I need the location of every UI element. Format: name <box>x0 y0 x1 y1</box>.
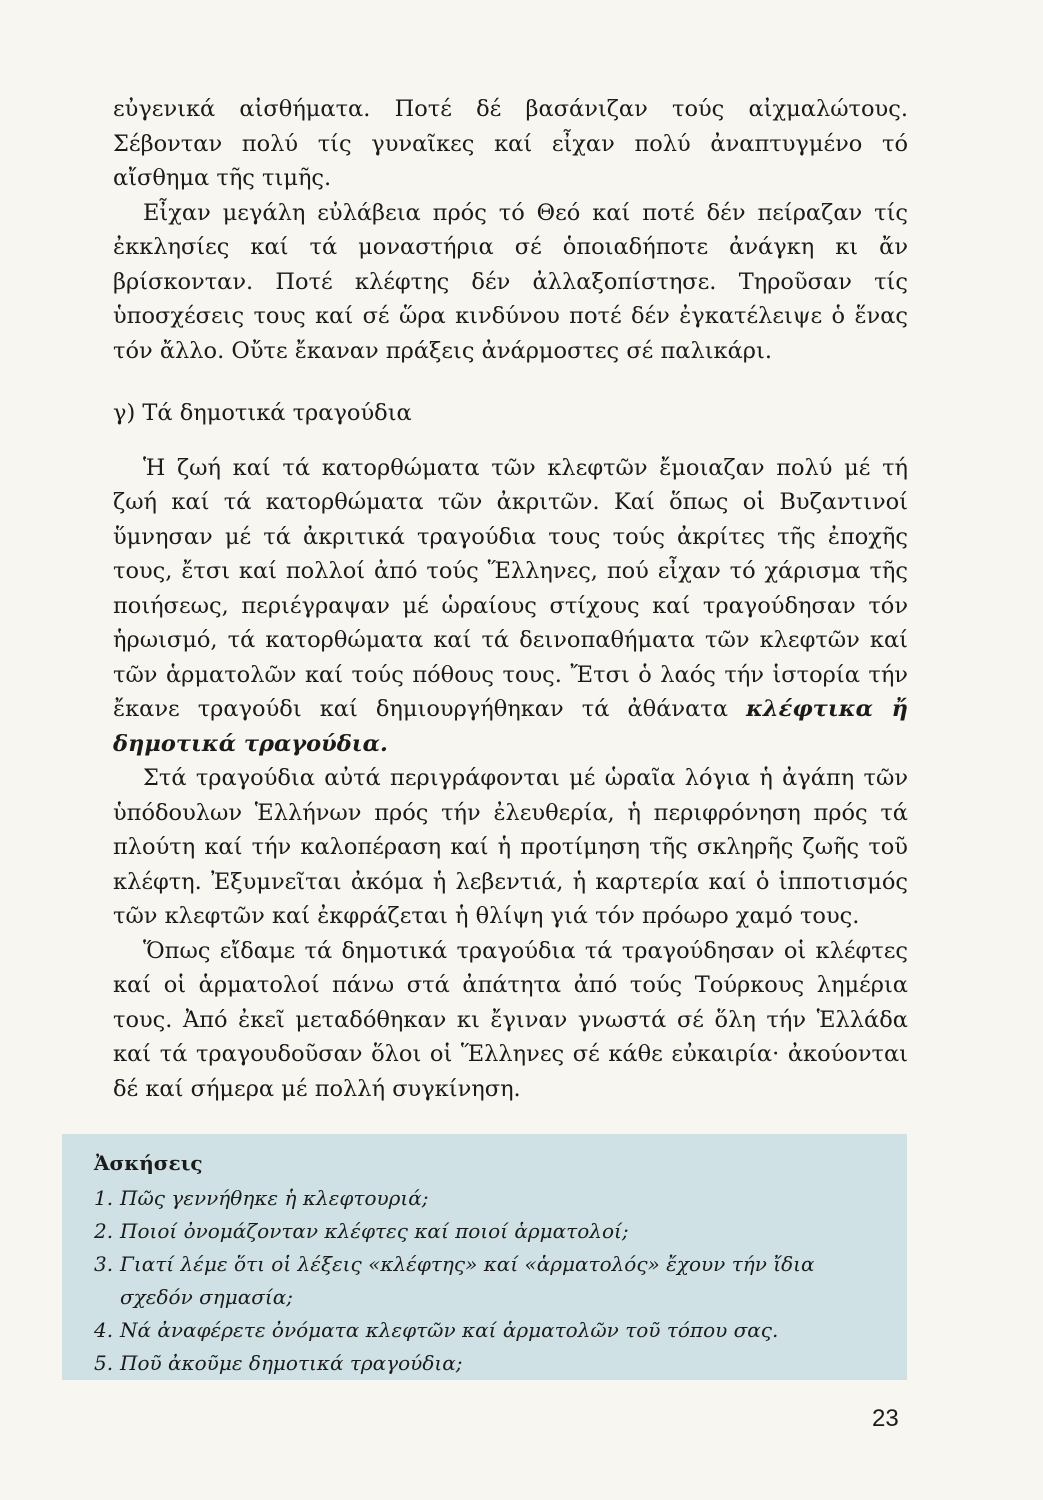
paragraph-4: Στά τραγούδια αὐτά περιγράφονται μέ ὡραῖα λόγια ἡ ἀγάπη τῶν ὑπόδουλων Ἑλλήνων πρός τήν ἐλευθερία, ἡ περιφρόνηση πρός τά πλούτη καί τήν καλοπέραση καί ἡ προτίμηση τῆς σκληρῆς ζωῆς τοῦ κλέφτη. Ἐξυμνεῖται ἀκόμα ἡ λεβεντιά, ἡ καρτερία καί ὁ ἱπποτισμός τῶν κλεφτῶν καί ἐκφράζεται ἡ θλίψη γιά τόν πρόωρο χαμό τους. <box>113 765 908 929</box>
exercises-title: Ἀσκήσεις <box>94 1151 203 1175</box>
section-heading <box>113 396 908 431</box>
section-heading-text: γ) Τά δημοτικά τραγούδια <box>113 400 412 426</box>
exercise-number: 4. <box>94 1318 114 1342</box>
paragraph-1: εὐγενικά αἰσθήματα. Ποτέ δέ βασάνιζαν τούς αἰχμαλώτους. Σέβονταν πολύ τίς γυναῖκες καί εἶχαν πολύ ἀναπτυγμένο τό αἴσθημα τῆς τιμῆς. <box>113 96 908 191</box>
paragraph-3 <box>113 451 908 762</box>
exercises-box <box>62 1134 907 1380</box>
exercise-text: Ποιοί ὀνομάζονταν κλέφτες καί ποιοί ἁρματολοί; <box>120 1219 629 1243</box>
exercise-text: Πῶς γεννήθηκε ἡ κλεφτουριά; <box>120 1186 429 1210</box>
page-body <box>113 92 908 1106</box>
exercise-item <box>94 1215 884 1248</box>
paragraph-3-text: Ἡ ζωή καί τά κατορθώματα τῶν κλεφτῶν ἔμοιαζαν πολύ μέ τή ζωή καί τά κατορθώματα τῶν ἀκριτῶν. Καί ὅπως οἱ Βυζαντινοί ὕμνησαν μέ τά ἀκριτικά τραγούδια τους τούς ἀκρίτες τῆς ἐποχῆς τους, ἔτσι καί πολλοί ἀπό τούς Ἕλληνες, πού εἶχαν τό χάρισμα τῆς ποιήσεως, περιέγραψαν μέ ὡραίους στίχους καί τραγούδησαν τόν ἡρωισμό, τά κατορθώματα καί τά δεινοπαθήματα τῶν κλεφτῶν καί τῶν ἁρματολῶν καί τούς πόθους τους. Ἔτσι ὁ λαός τήν ἱστορία τήν ἔκανε τραγούδι καί δημιουργήθηκαν τά ἀθάνατα <box>113 454 908 722</box>
exercise-item <box>94 1347 884 1380</box>
exercises-list <box>94 1182 884 1380</box>
exercise-text: Ποῦ ἀκοῦμε δημοτικά τραγούδια; <box>120 1351 463 1375</box>
paragraph-2: Εἶχαν μεγάλη εὐλάβεια πρός τό Θεό καί ποτέ δέν πείραζαν τίς ἐκκλησίες καί τά μοναστήρια σέ ὁποιαδήποτε ἀνάγκη κι ἄν βρίσκονταν. Ποτέ κλέφτης δέν ἀλλαξοπίστησε. Τηροῦσαν τίς ὑποσχέσεις τους καί σέ ὥρα κινδύνου ποτέ δέν ἐγκατέλειψε ὁ ἕνας τόν ἄλλο. Οὔτε ἔκαναν πράξεις ἀνάρμοστες σέ παλικάρι. <box>113 199 908 364</box>
exercise-item <box>94 1182 884 1215</box>
exercise-number: 2. <box>94 1219 114 1243</box>
paragraph-5: Ὅπως εἴδαμε τά δημοτικά τραγούδια τά τραγούδησαν οἱ κλέφτες καί οἱ ἁρματολοί πάνω στά ἀπάτητα ἀπό τούς Τούρκους λημέρια τους. Ἀπό ἐκεῖ μεταδόθηκαν κι ἔγιναν γνωστά σέ ὅλη τήν Ἑλλάδα καί τά τραγουδοῦσαν ὅλοι οἱ Ἕλληνες σέ κάθε εὐκαιρία· ἀκούονται δέ καί σήμερα μέ πολλή συγκίνηση. <box>113 937 908 1102</box>
exercise-number: 1. <box>94 1186 114 1210</box>
exercises-content <box>94 1146 884 1380</box>
exercise-number: 5. <box>94 1351 114 1375</box>
exercise-number: 3. <box>94 1252 114 1276</box>
exercise-text: Νά ἀναφέρετε ὀνόματα κλεφτῶν καί ἁρματολῶν τοῦ τόπου σας. <box>120 1318 779 1342</box>
exercise-item <box>94 1314 884 1347</box>
exercise-item <box>94 1248 884 1314</box>
paragraph-3-emphasis: κλέφτικα ἤ δημοτικά τραγούδια. <box>113 696 908 757</box>
page-number: 23 <box>872 1405 899 1432</box>
exercise-text: Γιατί λέμε ὅτι οἱ λέξεις «κλέφτης» καί «ἁρματολός» ἔχουν τήν ἴδια σχεδόν σημασία; <box>120 1252 815 1309</box>
